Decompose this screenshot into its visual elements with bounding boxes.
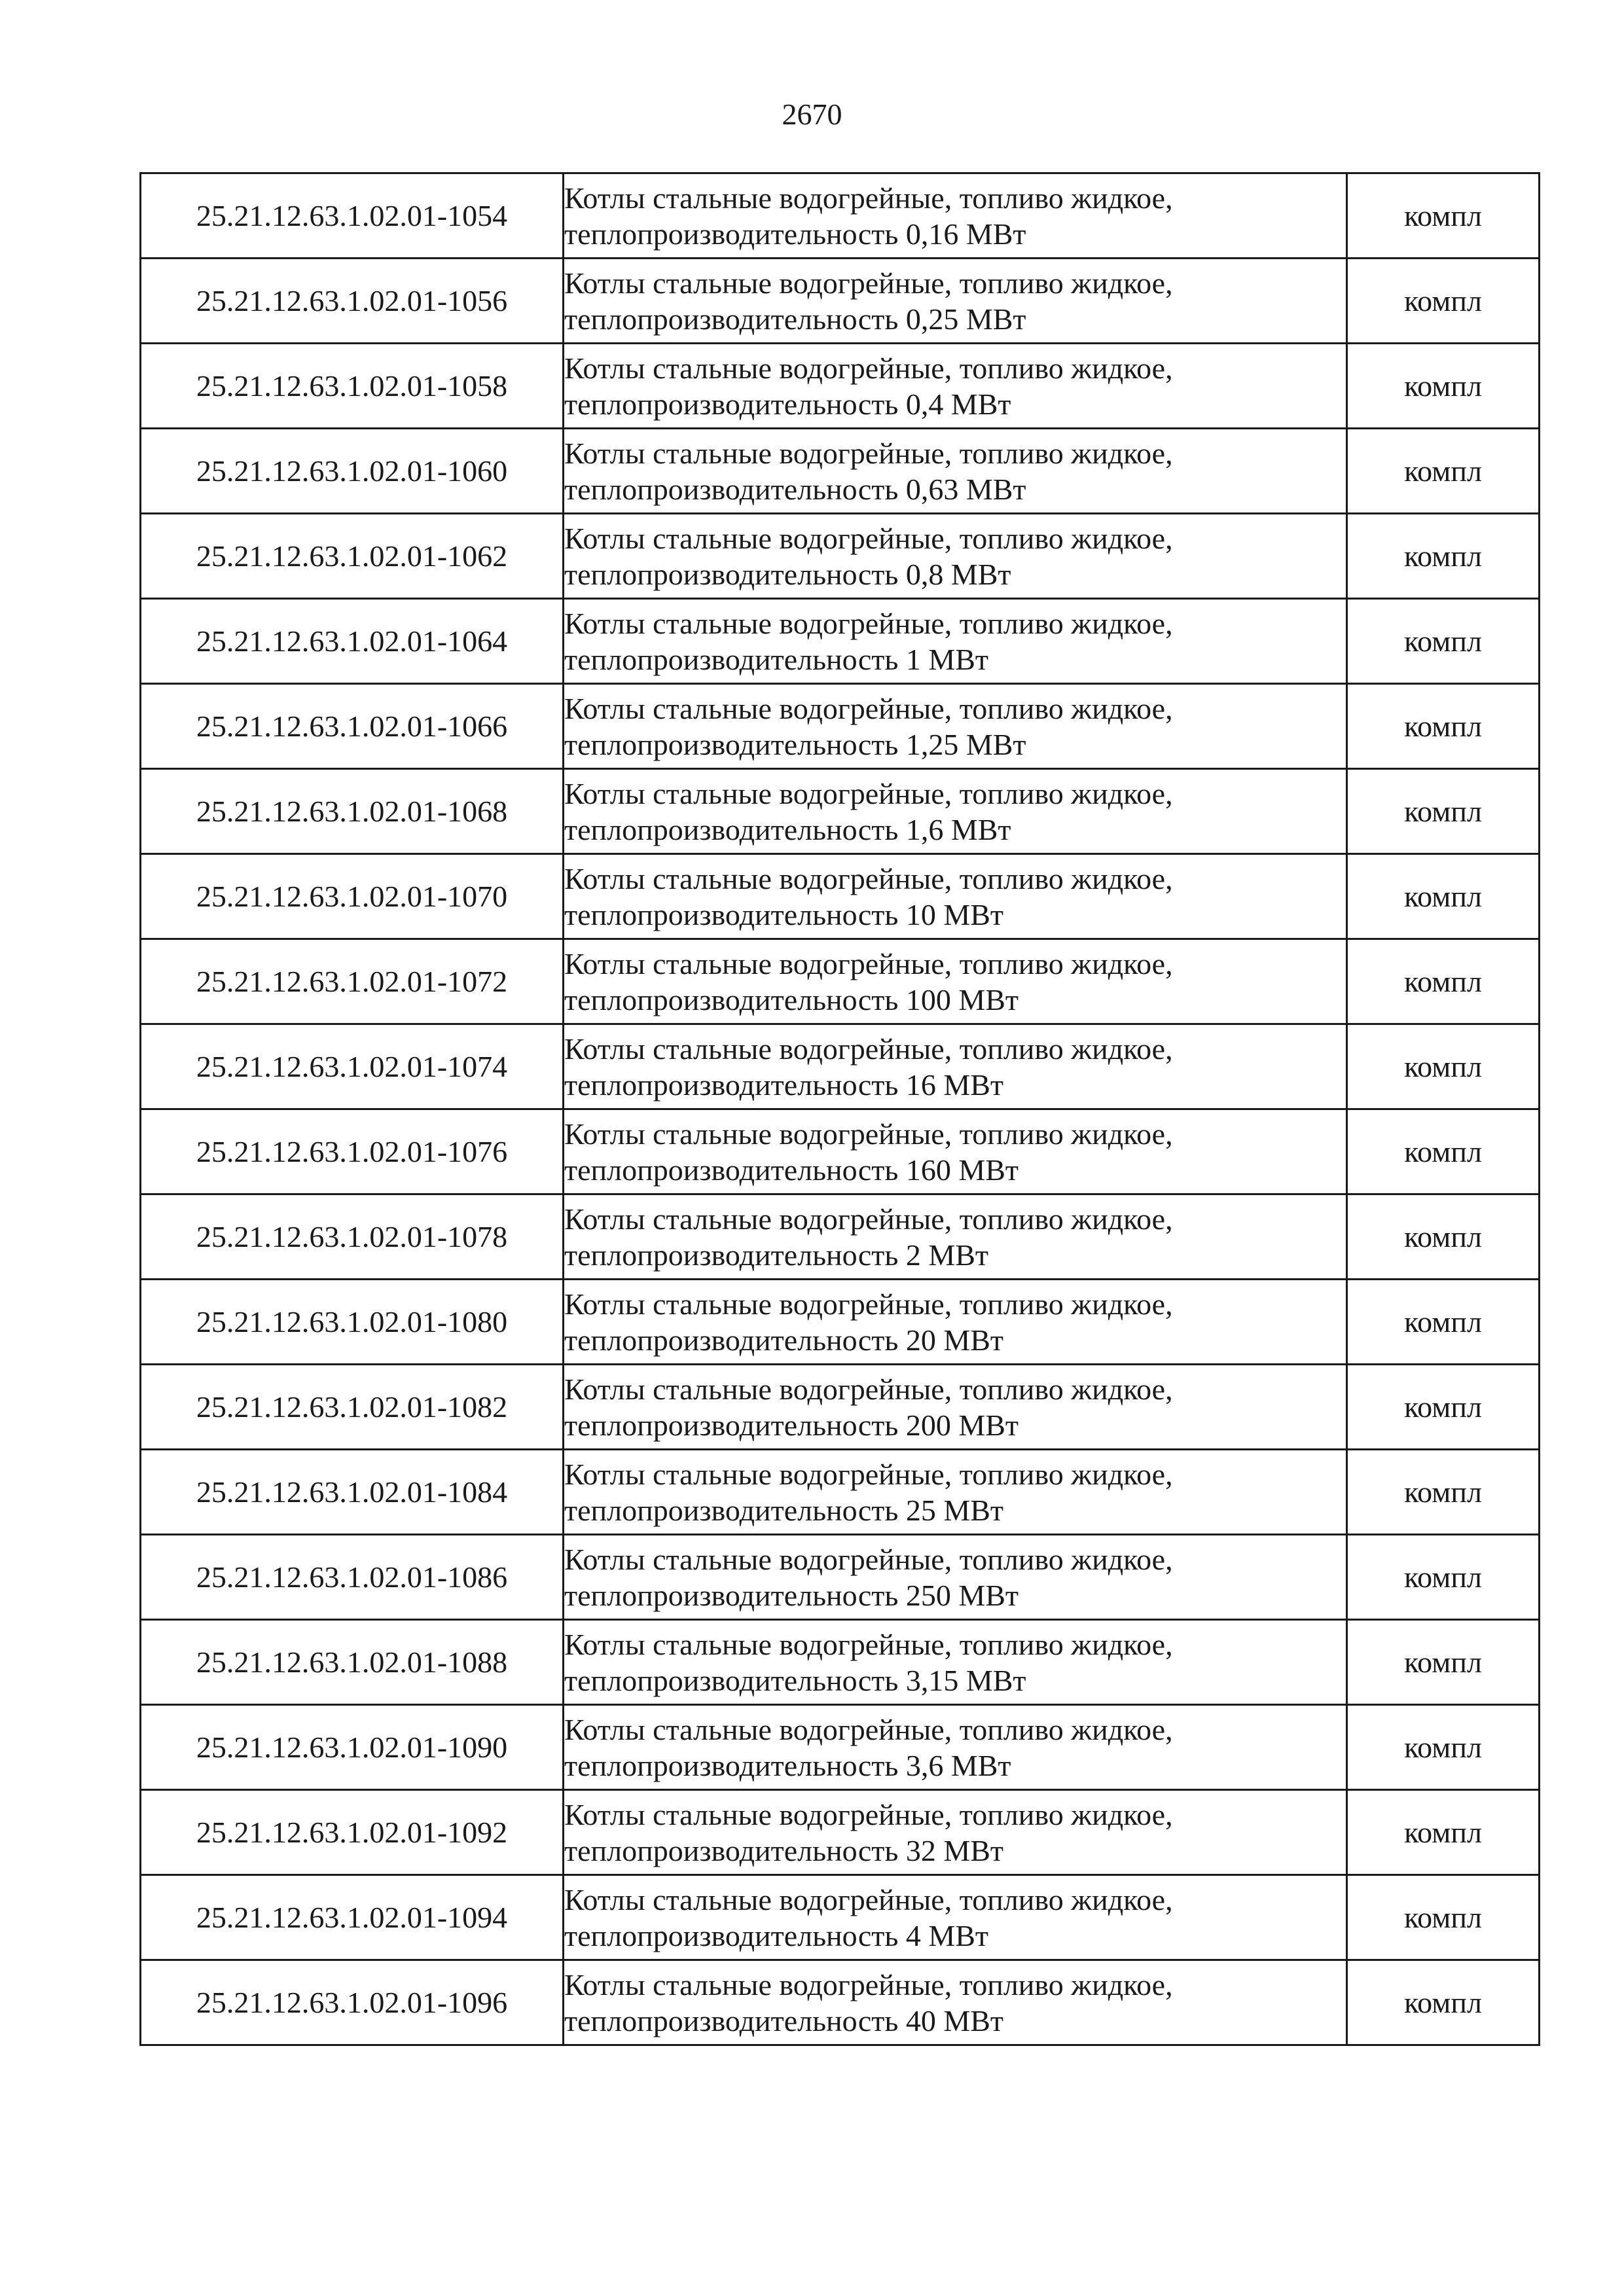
resource-code: 25.21.12.63.1.02.01-1072: [141, 939, 564, 1024]
resource-description: [564, 684, 1347, 769]
table-row: [141, 1365, 1540, 1450]
table-row: [141, 1109, 1540, 1194]
description-line: Котлы стальные водогрейные, топливо жидкое,: [564, 1117, 1173, 1151]
description-line: теплопроизводительность 1 МВт: [564, 642, 988, 676]
description-line: теплопроизводительность 10 МВт: [564, 897, 1003, 931]
unit-of-measure: компл: [1347, 1194, 1540, 1280]
description-line: Котлы стальные водогрейные, топливо жидкое,: [564, 691, 1173, 725]
description-line: теплопроизводительность 200 МВт: [564, 1408, 1019, 1442]
description-line: Котлы стальные водогрейные, топливо жидкое,: [564, 436, 1173, 470]
description-line: теплопроизводительность 2 МВт: [564, 1238, 988, 1272]
resource-code: 25.21.12.63.1.02.01-1060: [141, 429, 564, 514]
table-row: [141, 769, 1540, 854]
table-row: [141, 1280, 1540, 1365]
resource-code: 25.21.12.63.1.02.01-1056: [141, 259, 564, 344]
resource-code: 25.21.12.63.1.02.01-1076: [141, 1109, 564, 1194]
description-line: теплопроизводительность 40 МВт: [564, 2003, 1003, 2037]
resource-description: [564, 1875, 1347, 1960]
description-line: теплопроизводительность 250 МВт: [564, 1578, 1019, 1612]
description-line: Котлы стальные водогрейные, топливо жидкое,: [564, 861, 1173, 895]
resource-code: 25.21.12.63.1.02.01-1064: [141, 599, 564, 684]
resource-code: 25.21.12.63.1.02.01-1066: [141, 684, 564, 769]
description-line: Котлы стальные водогрейные, топливо жидкое,: [564, 776, 1173, 810]
description-line: теплопроизводительность 3,6 МВт: [564, 1748, 1011, 1782]
description-line: Котлы стальные водогрейные, топливо жидкое,: [564, 1031, 1173, 1066]
description-line: теплопроизводительность 0,16 МВт: [564, 217, 1026, 251]
unit-of-measure: компл: [1347, 939, 1540, 1024]
unit-of-measure: компл: [1347, 1875, 1540, 1960]
description-line: Котлы стальные водогрейные, топливо жидкое,: [564, 266, 1173, 300]
description-line: Котлы стальные водогрейные, топливо жидкое,: [564, 946, 1173, 980]
resource-code: 25.21.12.63.1.02.01-1082: [141, 1365, 564, 1450]
unit-of-measure: компл: [1347, 599, 1540, 684]
resource-description: [564, 1450, 1347, 1535]
description-line: теплопроизводительность 100 МВт: [564, 982, 1019, 1016]
resource-code: 25.21.12.63.1.02.01-1054: [141, 173, 564, 259]
resource-description: [564, 259, 1347, 344]
description-line: Котлы стальные водогрейные, топливо жидкое,: [564, 1457, 1173, 1491]
table-row: [141, 1194, 1540, 1280]
table-row: [141, 1450, 1540, 1535]
description-line: Котлы стальные водогрейные, топливо жидкое,: [564, 1627, 1173, 1661]
resource-code: 25.21.12.63.1.02.01-1070: [141, 854, 564, 939]
unit-of-measure: компл: [1347, 1620, 1540, 1705]
resource-description: [564, 1535, 1347, 1620]
resource-description: [564, 939, 1347, 1024]
resource-code: 25.21.12.63.1.02.01-1086: [141, 1535, 564, 1620]
resource-description: [564, 1109, 1347, 1194]
description-line: теплопроизводительность 4 МВт: [564, 1918, 988, 1952]
resource-code: 25.21.12.63.1.02.01-1094: [141, 1875, 564, 1960]
resource-code: 25.21.12.63.1.02.01-1092: [141, 1790, 564, 1875]
resource-description: [564, 429, 1347, 514]
unit-of-measure: компл: [1347, 1109, 1540, 1194]
description-line: теплопроизводительность 160 МВт: [564, 1153, 1019, 1187]
resource-description: [564, 344, 1347, 429]
resource-code: 25.21.12.63.1.02.01-1062: [141, 514, 564, 599]
table-row: [141, 1024, 1540, 1109]
table-row: [141, 1535, 1540, 1620]
table-row: [141, 1705, 1540, 1790]
description-line: Котлы стальные водогрейные, топливо жидкое,: [564, 1202, 1173, 1236]
table-row: [141, 684, 1540, 769]
resource-description: [564, 1960, 1347, 2045]
description-line: теплопроизводительность 0,4 МВт: [564, 387, 1011, 421]
resource-code: 25.21.12.63.1.02.01-1080: [141, 1280, 564, 1365]
description-line: теплопроизводительность 32 МВт: [564, 1833, 1003, 1867]
unit-of-measure: компл: [1347, 684, 1540, 769]
unit-of-measure: компл: [1347, 344, 1540, 429]
table-row: [141, 173, 1540, 259]
resource-code: 25.21.12.63.1.02.01-1058: [141, 344, 564, 429]
description-line: теплопроизводительность 0,63 МВт: [564, 472, 1026, 506]
unit-of-measure: компл: [1347, 429, 1540, 514]
unit-of-measure: компл: [1347, 1535, 1540, 1620]
description-line: Котлы стальные водогрейные, топливо жидкое,: [564, 181, 1173, 215]
unit-of-measure: компл: [1347, 1024, 1540, 1109]
resource-description: [564, 514, 1347, 599]
resource-description: [564, 769, 1347, 854]
unit-of-measure: компл: [1347, 514, 1540, 599]
resource-code: 25.21.12.63.1.02.01-1096: [141, 1960, 564, 2045]
description-line: Котлы стальные водогрейные, топливо жидкое,: [564, 351, 1173, 385]
table-row: [141, 1620, 1540, 1705]
resource-code: 25.21.12.63.1.02.01-1068: [141, 769, 564, 854]
unit-of-measure: компл: [1347, 1280, 1540, 1365]
table-row: [141, 1875, 1540, 1960]
unit-of-measure: компл: [1347, 1450, 1540, 1535]
table-row: [141, 344, 1540, 429]
table-row: [141, 1960, 1540, 2045]
table-row: [141, 599, 1540, 684]
resource-description: [564, 1620, 1347, 1705]
resource-code: 25.21.12.63.1.02.01-1074: [141, 1024, 564, 1109]
resource-table: [139, 172, 1540, 2046]
unit-of-measure: компл: [1347, 173, 1540, 259]
resource-code: 25.21.12.63.1.02.01-1088: [141, 1620, 564, 1705]
resource-description: [564, 1365, 1347, 1450]
resource-code: 25.21.12.63.1.02.01-1078: [141, 1194, 564, 1280]
unit-of-measure: компл: [1347, 1705, 1540, 1790]
resource-description: [564, 1705, 1347, 1790]
resource-description: [564, 173, 1347, 259]
description-line: теплопроизводительность 3,15 МВт: [564, 1663, 1026, 1697]
description-line: теплопроизводительность 20 МВт: [564, 1323, 1003, 1357]
unit-of-measure: компл: [1347, 1960, 1540, 2045]
resource-description: [564, 1280, 1347, 1365]
table-row: [141, 1790, 1540, 1875]
table-body: [141, 173, 1540, 2045]
resource-description: [564, 1024, 1347, 1109]
unit-of-measure: компл: [1347, 854, 1540, 939]
table-row: [141, 939, 1540, 1024]
resource-description: [564, 1194, 1347, 1280]
description-line: Котлы стальные водогрейные, топливо жидкое,: [564, 1287, 1173, 1321]
table-row: [141, 854, 1540, 939]
description-line: Котлы стальные водогрейные, топливо жидкое,: [564, 1797, 1173, 1831]
description-line: Котлы стальные водогрейные, топливо жидкое,: [564, 1712, 1173, 1746]
description-line: теплопроизводительность 25 МВт: [564, 1493, 1003, 1527]
description-line: Котлы стальные водогрейные, топливо жидкое,: [564, 1882, 1173, 1916]
description-line: теплопроизводительность 1,6 МВт: [564, 812, 1011, 846]
table-row: [141, 259, 1540, 344]
description-line: Котлы стальные водогрейные, топливо жидкое,: [564, 521, 1173, 555]
resource-description: [564, 854, 1347, 939]
unit-of-measure: компл: [1347, 1365, 1540, 1450]
resource-description: [564, 599, 1347, 684]
resource-code: 25.21.12.63.1.02.01-1090: [141, 1705, 564, 1790]
table-row: [141, 514, 1540, 599]
description-line: теплопроизводительность 0,8 МВт: [564, 557, 1011, 591]
table-row: [141, 429, 1540, 514]
resource-description: [564, 1790, 1347, 1875]
description-line: Котлы стальные водогрейные, топливо жидкое,: [564, 1967, 1173, 2001]
description-line: теплопроизводительность 16 МВт: [564, 1067, 1003, 1102]
description-line: Котлы стальные водогрейные, топливо жидкое,: [564, 606, 1173, 640]
page-number: 2670: [782, 98, 842, 131]
unit-of-measure: компл: [1347, 769, 1540, 854]
description-line: Котлы стальные водогрейные, топливо жидкое,: [564, 1372, 1173, 1406]
description-line: теплопроизводительность 1,25 МВт: [564, 727, 1026, 761]
unit-of-measure: компл: [1347, 1790, 1540, 1875]
resource-code: 25.21.12.63.1.02.01-1084: [141, 1450, 564, 1535]
description-line: Котлы стальные водогрейные, топливо жидкое,: [564, 1542, 1173, 1576]
unit-of-measure: компл: [1347, 259, 1540, 344]
description-line: теплопроизводительность 0,25 МВт: [564, 302, 1026, 336]
